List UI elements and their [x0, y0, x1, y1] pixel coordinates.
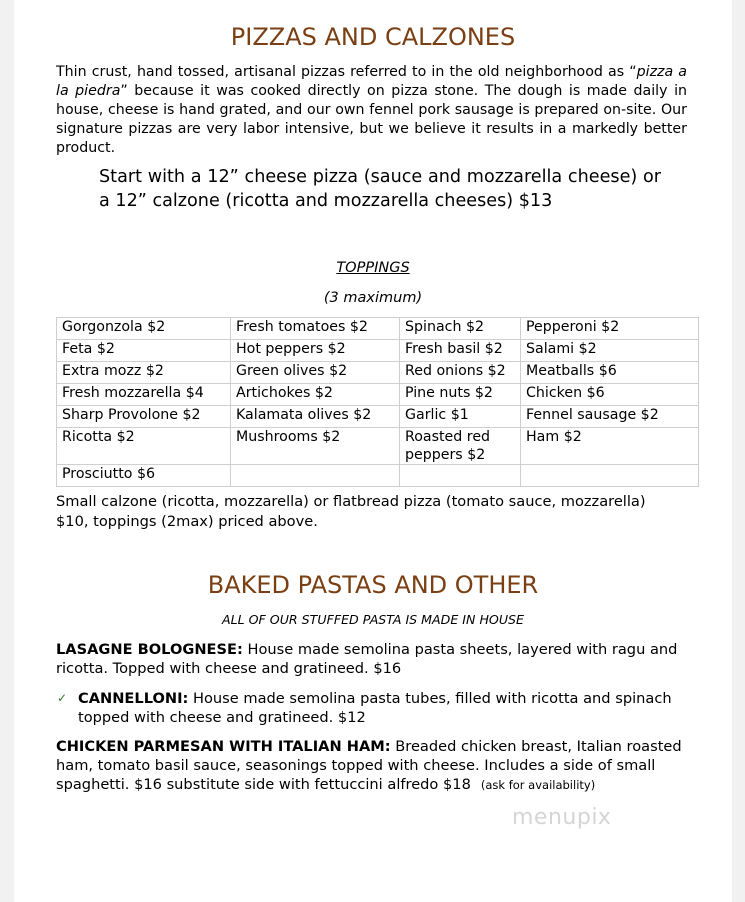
topping-cell: Sharp Provolone $2	[57, 406, 231, 428]
item-name: CANNELLONI:	[78, 690, 189, 707]
topping-cell: Pepperoni $2	[521, 318, 699, 340]
toppings-row	[57, 340, 699, 362]
intro-text-2: ” because it was cooked directly on pizza stone. The dough is made daily in house, cheese is hand grated, and our own fennel pork sausage is prepared on-site. Our signature pizzas are very labor intensive, but we believe it results in a markedly better product.	[56, 83, 687, 156]
topping-cell	[521, 465, 699, 487]
menu-item-chicken-parmesan	[56, 737, 696, 795]
topping-cell: Green olives $2	[231, 362, 400, 384]
topping-cell: Hot peppers $2	[231, 340, 400, 362]
topping-cell: Roasted red peppers $2	[400, 428, 521, 465]
menu-item-lasagne	[56, 640, 696, 678]
item-desc: Breaded chicken breast, Italian roasted ham, tomato basil sauce, seasonings topped with cheese. Includes a side of small spaghetti. $16 substitute side with fettuccini alfredo $18	[56, 738, 682, 793]
topping-cell: Ricotta $2	[57, 428, 231, 465]
toppings-title: TOPPINGS	[336, 260, 410, 276]
topping-cell: Spinach $2	[400, 318, 521, 340]
topping-cell	[231, 465, 400, 487]
availability-note: (ask for availability)	[480, 778, 596, 792]
topping-cell: Red onions $2	[400, 362, 521, 384]
topping-cell: Ham $2	[521, 428, 699, 465]
item-desc: House made semolina pasta sheets, layered with ragu and ricotta. Topped with cheese and gratineed. $16	[56, 641, 678, 677]
toppings-max: (3 maximum)	[323, 290, 423, 306]
topping-cell: Fresh mozzarella $4	[57, 384, 231, 406]
pastas-heading: BAKED PASTAS AND OTHER	[207, 571, 539, 599]
pizzas-intro	[56, 63, 687, 158]
topping-cell: Artichokes $2	[231, 384, 400, 406]
toppings-row	[57, 384, 699, 406]
item-desc: House made semolina pasta tubes, filled with ricotta and spinach topped with cheese and gratineed. $12	[78, 690, 672, 726]
pastas-subheading: ALL OF OUR STUFFED PASTA IS MADE IN HOUSE	[221, 612, 524, 627]
topping-cell: Chicken $6	[521, 384, 699, 406]
toppings-row	[57, 465, 699, 487]
topping-cell	[400, 465, 521, 487]
topping-cell: Fennel sausage $2	[521, 406, 699, 428]
topping-cell: Feta $2	[57, 340, 231, 362]
topping-cell: Gorgonzola $2	[57, 318, 231, 340]
check-icon: ✓	[57, 691, 68, 705]
topping-cell: Extra mozz $2	[57, 362, 231, 384]
toppings-row	[57, 318, 699, 340]
toppings-table	[56, 317, 699, 487]
intro-text-1: Thin crust, hand tossed, artisanal pizzas referred to in the old neighborhood as “	[56, 64, 637, 80]
watermark: menupix	[512, 805, 612, 830]
topping-cell: Kalamata olives $2	[231, 406, 400, 428]
pizzas-heading: PIZZAS AND CALZONES	[230, 23, 516, 51]
topping-cell: Fresh basil $2	[400, 340, 521, 362]
base-pizza-price: Start with a 12” cheese pizza (sauce and mozzarella cheese) or a 12” calzone (ricotta and mozzarella cheeses) $13	[99, 167, 661, 211]
topping-cell: Mushrooms $2	[231, 428, 400, 465]
toppings-row	[57, 406, 699, 428]
topping-cell: Meatballs $6	[521, 362, 699, 384]
toppings-row	[57, 428, 699, 465]
intro-italic: pizza a la piedra	[56, 64, 687, 99]
toppings-row	[57, 362, 699, 384]
topping-cell: Fresh tomatoes $2	[231, 318, 400, 340]
topping-cell: Salami $2	[521, 340, 699, 362]
item-name: LASAGNE BOLOGNESE:	[56, 641, 243, 658]
topping-cell: Prosciutto $6	[57, 465, 231, 487]
small-calzone: Small calzone (ricotta, mozzarella) or flatbread pizza (tomato sauce, mozzarella) $10, toppings (2max) priced above.	[56, 493, 646, 530]
menu-page	[14, 0, 732, 902]
topping-cell: Pine nuts $2	[400, 384, 521, 406]
menu-item-cannelloni	[78, 689, 696, 727]
item-name: CHICKEN PARMESAN WITH ITALIAN HAM:	[56, 738, 391, 755]
topping-cell: Garlic $1	[400, 406, 521, 428]
